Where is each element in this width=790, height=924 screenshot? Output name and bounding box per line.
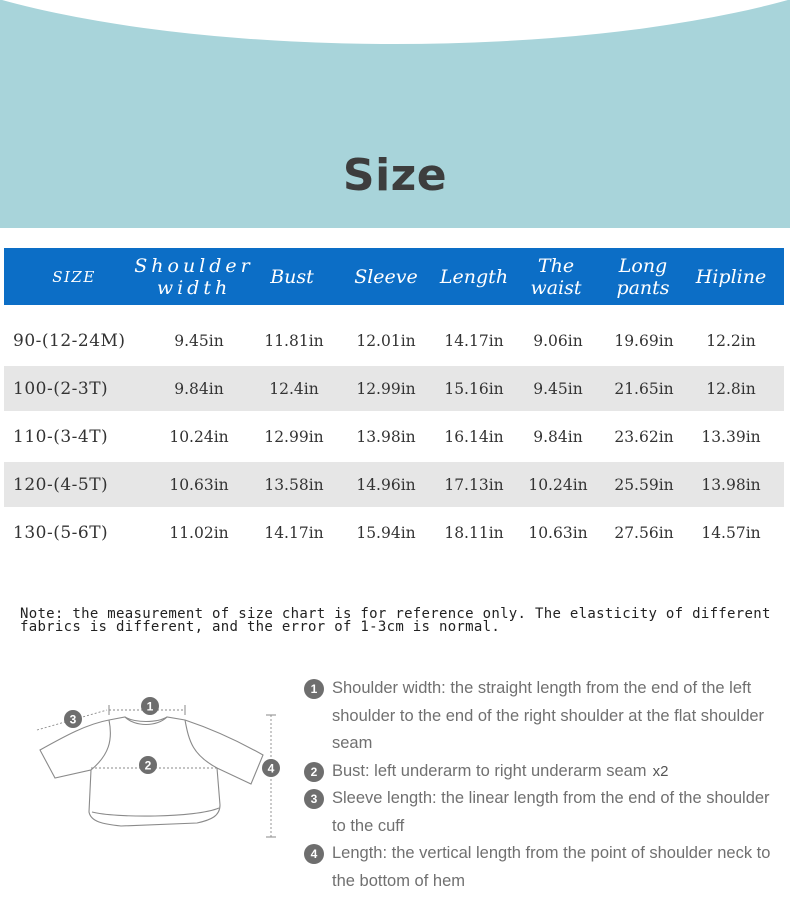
row-long-pants: 21.65in (614, 379, 674, 398)
row-waist: 9.84in (533, 427, 583, 446)
marker-1-icon: 1 (304, 679, 324, 699)
measurement-legend (304, 675, 774, 895)
legend-text: Length: the vertical length from the point of shoulder neck to the bottom of hem (332, 844, 771, 890)
marker-2-icon: 2 (304, 762, 324, 782)
row-size: 120-(4-5T) (13, 474, 109, 495)
header-shoulder-width: Shoulder width (134, 254, 254, 299)
legend-item-sleeve (304, 785, 774, 840)
row-length: 15.16in (444, 379, 504, 398)
row-long-pants: 27.56in (614, 523, 674, 542)
row-long-pants: 25.59in (614, 475, 674, 494)
legend-item-bust (304, 758, 774, 786)
marker-4-icon: 4 (304, 844, 324, 864)
row-waist: 10.24in (528, 475, 588, 494)
header-bust: Bust (270, 265, 314, 288)
marker-3-icon: 3 (304, 789, 324, 809)
row-shoulder: 9.45in (174, 331, 224, 350)
row-long-pants: 19.69in (614, 331, 674, 350)
legend-item-shoulder (304, 675, 774, 758)
row-hipline: 12.2in (706, 331, 756, 350)
row-waist: 9.45in (533, 379, 583, 398)
table-row (4, 366, 784, 411)
row-size: 100-(2-3T) (13, 378, 109, 399)
row-bust: 13.58in (264, 475, 324, 494)
row-shoulder: 10.24in (169, 427, 229, 446)
page-title: Size (342, 150, 448, 201)
row-size: 90-(12-24M) (13, 330, 126, 351)
row-sleeve: 15.94in (356, 523, 416, 542)
legend-item-length (304, 840, 774, 895)
shirt-measurement-diagram (25, 690, 290, 845)
marker-3 (64, 710, 82, 728)
row-bust: 14.17in (264, 523, 324, 542)
row-size: 130-(5-6T) (13, 522, 109, 543)
row-size: 110-(3-4T) (13, 426, 109, 447)
row-hipline: 14.57in (701, 523, 761, 542)
row-sleeve: 14.96in (356, 475, 416, 494)
header-sleeve: Sleeve (354, 265, 418, 288)
marker-2 (139, 756, 157, 774)
header-hipline: Hipline (695, 265, 767, 288)
legend-suffix: x2 (652, 762, 669, 780)
row-waist: 9.06in (533, 331, 583, 350)
legend-text: Sleeve length: the linear length from the end of the shoulder to the cuff (332, 789, 770, 835)
svg-text:3: 3 (69, 712, 77, 727)
header-waist: The waist (530, 254, 582, 299)
row-bust: 12.4in (269, 379, 319, 398)
size-note: Note: the measurement of size chart is for reference only. The elasticity of different fabrics is different, and the error of 1-3cm is normal. (20, 606, 771, 635)
row-length: 18.11in (444, 523, 504, 542)
row-long-pants: 23.62in (614, 427, 674, 446)
table-row (4, 462, 784, 507)
row-sleeve: 13.98in (356, 427, 416, 446)
row-sleeve: 12.99in (356, 379, 416, 398)
row-bust: 11.81in (264, 331, 324, 350)
header-long-pants: Long pants (616, 254, 670, 299)
table-row (4, 414, 784, 459)
row-shoulder: 10.63in (169, 475, 229, 494)
row-bust: 12.99in (264, 427, 324, 446)
marker-1 (141, 697, 159, 715)
row-waist: 10.63in (528, 523, 588, 542)
header-length: Length (439, 265, 509, 288)
row-length: 17.13in (444, 475, 504, 494)
size-table-header (4, 248, 784, 305)
table-row (4, 510, 784, 555)
banner-arc (0, 0, 790, 44)
table-row (4, 318, 784, 363)
row-length: 16.14in (444, 427, 504, 446)
legend-text: Shoulder width: the straight length from the end of the left shoulder to the end of the right shoulder at the flat shoulder seam (332, 679, 765, 752)
marker-4 (262, 759, 280, 777)
row-hipline: 13.98in (701, 475, 761, 494)
row-shoulder: 9.84in (174, 379, 224, 398)
row-hipline: 13.39in (701, 427, 761, 446)
svg-text:1: 1 (146, 699, 154, 714)
legend-text: Bust: left underarm to right underarm seam (332, 761, 647, 780)
header-size: SIZE (52, 267, 96, 286)
row-sleeve: 12.01in (356, 331, 416, 350)
svg-text:2: 2 (144, 758, 152, 773)
svg-text:4: 4 (267, 761, 275, 776)
row-length: 14.17in (444, 331, 504, 350)
row-hipline: 12.8in (706, 379, 756, 398)
row-shoulder: 11.02in (169, 523, 229, 542)
